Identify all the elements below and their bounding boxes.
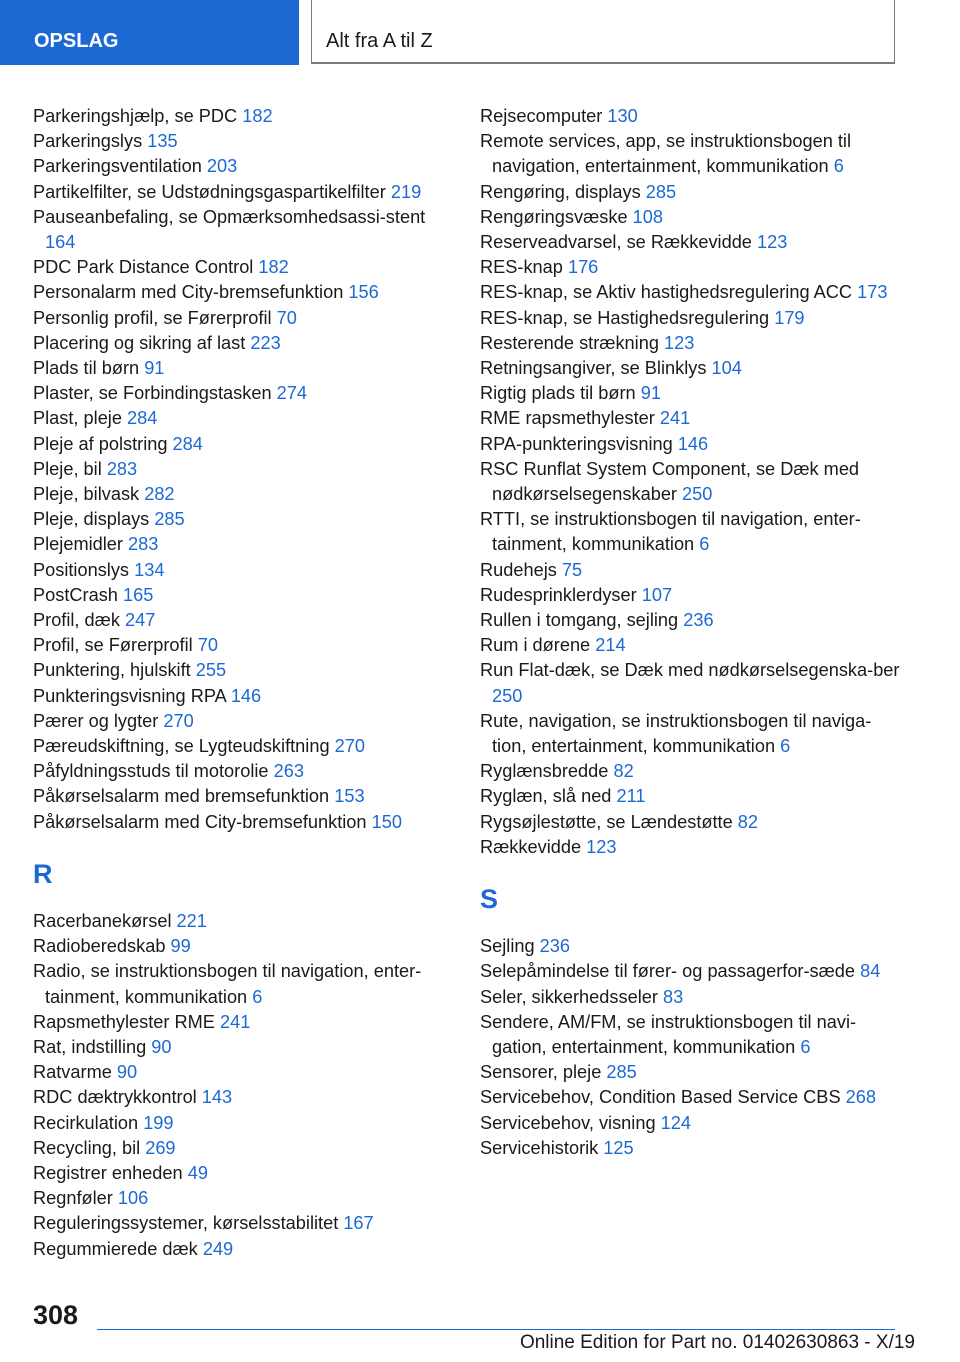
index-term: Reguleringssystemer, kørselsstabilitet: [33, 1213, 344, 1234]
index-term: Run Flat-dæk, se Dæk med nødkørselsegenska‐ber: [480, 660, 900, 681]
index-term: RES-knap, se Aktiv hastighedsregulering ACC: [480, 282, 858, 303]
index-term: RES-knap: [480, 257, 568, 278]
index-term: Sensorer, pleje: [480, 1062, 607, 1083]
index-term: Positionslys: [33, 559, 135, 580]
page-reference-link[interactable]: 90: [151, 1036, 172, 1057]
index-letter-s: S: [480, 884, 499, 915]
page-reference-link[interactable]: 199: [143, 1112, 174, 1133]
index-entry: [33, 154, 453, 179]
page-reference-link[interactable]: 123: [664, 332, 695, 353]
page-reference-link[interactable]: 284: [127, 408, 158, 429]
index-term: Rengøring, displays: [480, 181, 646, 202]
page-reference-link[interactable]: 164: [45, 232, 76, 253]
index-entry: [33, 1111, 453, 1136]
index-term: RPA-punkteringsvisning: [480, 433, 678, 454]
page-reference-link[interactable]: 283: [106, 458, 138, 479]
index-entry: [480, 709, 905, 759]
page-reference-link[interactable]: 165: [122, 584, 154, 605]
page-reference-link[interactable]: 285: [645, 181, 677, 202]
index-term: Pæreudskiftning, se Lygteudskiftning: [33, 736, 335, 757]
page-reference-link[interactable]: 153: [334, 786, 365, 807]
index-term: Rudesprinklerdyser: [480, 584, 642, 605]
index-entry: [480, 835, 905, 860]
index-term: Påfyldningsstuds til motorolie: [33, 761, 274, 782]
page-reference-link[interactable]: 135: [147, 131, 178, 152]
index-column-right: [480, 104, 905, 1161]
page-reference-link[interactable]: 146: [230, 685, 262, 706]
index-entry: [33, 583, 453, 608]
index-entry: [480, 1136, 905, 1161]
page-reference-link[interactable]: 156: [348, 282, 379, 303]
index-entry: [480, 381, 905, 406]
page-reference-link[interactable]: 123: [756, 232, 788, 253]
index-term: Rejsecomputer: [480, 106, 608, 126]
index-term: Rækkevidde: [480, 836, 587, 857]
page-reference-link[interactable]: 223: [250, 332, 281, 353]
index-entry: [480, 230, 905, 255]
page-reference-link[interactable]: 6: [800, 1036, 811, 1057]
index-entry: [480, 255, 905, 280]
page-reference-link[interactable]: 274: [276, 383, 307, 404]
index-term: Placering og sikring af last: [33, 332, 251, 353]
index-list-r-cont: [480, 104, 905, 860]
page-reference-link[interactable]: 91: [640, 383, 661, 404]
index-term: Recycling, bil: [33, 1137, 146, 1158]
page-reference-link[interactable]: 284: [172, 433, 203, 454]
index-term: Seler, sikkerhedsseler: [480, 986, 663, 1007]
index-letter-r: R: [33, 858, 53, 889]
page-reference-link[interactable]: 150: [371, 811, 402, 832]
index-entry: [33, 934, 453, 959]
index-term: Rute, navigation, se instruktionsbogen til naviga‐tion, entertainment, kommunikation: [480, 710, 872, 757]
index-term: Radio, se instruktionsbogen til navigation, enter‐tainment, kommunikation: [33, 961, 422, 1007]
index-entry: [33, 356, 453, 381]
page-reference-link[interactable]: 49: [187, 1162, 208, 1183]
page-reference-link[interactable]: 241: [659, 408, 691, 429]
index-term: Rapsmethylester RME: [33, 1011, 220, 1032]
index-term: Profil, se Førerprofil: [33, 635, 198, 656]
index-term: Selepåmindelse til fører- og passagerfor‐sæde: [480, 961, 861, 982]
index-entry: [33, 1136, 453, 1161]
index-entry: [480, 633, 905, 658]
page-reference-link[interactable]: 82: [737, 811, 758, 832]
index-term: Racerbanekørsel: [33, 910, 177, 931]
index-term: Parkeringslys: [33, 131, 148, 152]
index-entry: [33, 532, 453, 557]
page-reference-link[interactable]: 125: [603, 1137, 634, 1158]
index-entry: [33, 280, 453, 305]
index-entry: [33, 255, 453, 280]
page-header-title: Alt fra A til Z: [311, 0, 895, 64]
page-reference-link[interactable]: 249: [202, 1238, 234, 1259]
page-reference-link[interactable]: 221: [176, 910, 207, 931]
index-term: Punktering, hjulskift: [33, 660, 196, 681]
page-number: 308: [33, 1300, 79, 1330]
index-term: Punkteringsvisning RPA: [33, 685, 231, 706]
page-reference-link[interactable]: 83: [662, 986, 684, 1007]
index-term: RSC Runflat System Component, se Dæk med nødkørselsegenskaber: [480, 458, 860, 505]
page-reference-link[interactable]: 255: [195, 660, 227, 681]
index-term: Plast, pleje: [33, 408, 128, 429]
index-entry: [480, 356, 905, 381]
page-reference-link[interactable]: 99: [170, 936, 191, 957]
index-entry: [480, 205, 905, 230]
index-entry: [480, 432, 905, 457]
page-reference-link[interactable]: 247: [124, 610, 156, 631]
index-entry: [480, 1010, 905, 1060]
index-term: Ratvarme: [33, 1062, 117, 1083]
index-term: RDC dæktrykkontrol: [33, 1087, 202, 1108]
index-term: Servicehistorik: [480, 1137, 604, 1158]
page-reference-link[interactable]: 108: [632, 206, 663, 227]
page-reference-link[interactable]: 211: [616, 786, 646, 807]
index-entry: [33, 1161, 453, 1186]
page-reference-link[interactable]: 203: [206, 156, 238, 177]
page-reference-link[interactable]: 173: [857, 282, 888, 303]
page-reference-link[interactable]: 146: [677, 433, 709, 454]
index-term: Pleje, bil: [33, 458, 107, 479]
index-entry: [33, 558, 453, 583]
index-term: Plads til børn: [33, 358, 145, 379]
index-entry: [480, 280, 905, 305]
page-reference-link[interactable]: 84: [860, 961, 881, 982]
index-entry: [480, 759, 905, 784]
index-term: Påkørselsalarm med City-bremsefunktion: [33, 811, 372, 832]
index-entry: [480, 104, 905, 129]
page-reference-link[interactable]: 269: [145, 1137, 176, 1158]
page-reference-link[interactable]: 236: [539, 936, 571, 957]
page-reference-link[interactable]: 179: [774, 307, 805, 328]
index-term: Radioberedskab: [33, 936, 171, 957]
index-entry: [480, 1060, 905, 1085]
index-entry: [33, 608, 453, 633]
index-term: PostCrash: [33, 584, 123, 605]
page-reference-link[interactable]: 70: [276, 307, 297, 328]
index-entry: [33, 104, 453, 129]
index-entry: [480, 810, 905, 835]
index-term: Retningsangiver, se Blinklys: [480, 358, 712, 379]
index-list-s: [480, 934, 905, 1161]
page-reference-link[interactable]: 219: [390, 181, 422, 202]
page-reference-link[interactable]: 250: [492, 685, 523, 706]
index-term: Plejemidler: [33, 534, 129, 555]
page-reference-link[interactable]: 176: [567, 257, 599, 278]
index-entry: [480, 784, 905, 809]
page-reference-link[interactable]: 130: [607, 106, 638, 126]
footer-edition: Online Edition for Part no. 01402630863 - X/19: [519, 1332, 915, 1353]
index-term: Pærer og lygter: [33, 710, 164, 731]
index-entry: [33, 1085, 453, 1110]
footer-rule: [97, 1329, 895, 1330]
page-reference-link[interactable]: 6: [252, 986, 263, 1007]
index-term: Ryglænsbredde: [480, 761, 614, 782]
index-entry: [33, 784, 453, 809]
index-entry: [33, 129, 453, 154]
index-term: Parkeringshjælp, se PDC: [33, 106, 243, 126]
index-term: Registrer enheden: [33, 1162, 188, 1183]
index-term: RES-knap, se Hastighedsregulering: [480, 307, 775, 328]
page-reference-link[interactable]: 6: [699, 534, 710, 555]
page-reference-link[interactable]: 6: [780, 736, 791, 757]
index-entry: [33, 180, 453, 205]
page-reference-link[interactable]: 285: [154, 509, 185, 530]
index-term: Pleje, displays: [33, 509, 155, 530]
section-tab: OPSLAG: [0, 0, 299, 65]
index-entry: [480, 180, 905, 205]
index-entry: [33, 457, 453, 482]
page-reference-link[interactable]: 104: [711, 358, 742, 379]
page-reference-link[interactable]: 123: [586, 836, 617, 857]
page-reference-link[interactable]: 90: [116, 1062, 138, 1083]
index-entry: [480, 658, 905, 708]
index-term: RTTI, se instruktionsbogen til navigation, enter‐tainment, kommunikation: [480, 509, 861, 555]
index-term: Pauseanbefaling, se Opmærksomhedsassi‐stent: [33, 206, 426, 227]
page-reference-link[interactable]: 263: [273, 761, 304, 782]
index-entry: [480, 985, 905, 1010]
index-entry: [33, 1186, 453, 1211]
index-entry: [33, 734, 453, 759]
page-reference-link[interactable]: 270: [163, 710, 194, 731]
index-term: Rengøringsvæske: [480, 206, 633, 227]
page-reference-link[interactable]: 250: [682, 484, 713, 505]
page-reference-link[interactable]: 70: [197, 635, 218, 656]
index-term: Plaster, se Forbindingstasken: [33, 383, 277, 404]
index-entry: [33, 1237, 453, 1262]
index-entry: [33, 1035, 453, 1060]
page-reference-link[interactable]: 214: [595, 635, 626, 656]
page-reference-link[interactable]: 285: [606, 1062, 637, 1083]
index-entry: [33, 709, 453, 734]
index-term: Regummierede dæk: [33, 1238, 203, 1259]
page-reference-link[interactable]: 106: [117, 1188, 149, 1209]
index-term: Remote services, app, se instruktionsbogen til navigation, entertainment, kommunikation: [480, 131, 852, 177]
index-term: Servicebehov, visning: [480, 1112, 661, 1133]
index-entry: [33, 432, 453, 457]
index-term: Profil, dæk: [33, 610, 125, 631]
index-entry: [480, 306, 905, 331]
index-term: Rygsøjlestøtte, se Lændestøtte: [480, 811, 738, 832]
index-entry: [33, 658, 453, 683]
index-entry: [480, 558, 905, 583]
index-entry: [33, 406, 453, 431]
page-reference-link[interactable]: 167: [343, 1213, 374, 1234]
page-reference-link[interactable]: 107: [641, 584, 673, 605]
index-term: RME rapsmethylester: [480, 408, 660, 429]
index-entry: [480, 331, 905, 356]
page-reference-link[interactable]: 134: [134, 559, 165, 580]
index-entry: [480, 406, 905, 431]
index-entry: [33, 1060, 453, 1085]
index-entry: [480, 1085, 905, 1110]
index-list-r: [33, 909, 453, 1262]
page-reference-link[interactable]: 241: [219, 1011, 251, 1032]
index-entry: [480, 457, 905, 507]
index-entry: [33, 381, 453, 406]
page-reference-link[interactable]: 282: [144, 484, 175, 505]
index-term: Rat, indstilling: [33, 1036, 152, 1057]
index-term: Parkeringsventilation: [33, 156, 207, 177]
index-term: Påkørselsalarm med bremsefunktion: [33, 786, 335, 807]
index-term: Rudehejs: [480, 559, 562, 580]
index-term: Reserveadvarsel, se Rækkevidde: [480, 232, 757, 253]
page-reference-link[interactable]: 268: [845, 1087, 876, 1108]
index-term: Rullen i tomgang, sejling: [480, 610, 684, 631]
page-reference-link[interactable]: 182: [242, 106, 273, 126]
index-term: Rigtig plads til børn: [480, 383, 641, 404]
index-entry: [480, 959, 905, 984]
index-entry: [33, 1211, 453, 1236]
index-column-left: [33, 104, 453, 1262]
index-term: Sendere, AM/FM, se instruktionsbogen til navi‐gation, entertainment, kommunikation: [480, 1011, 857, 1057]
index-term: Servicebehov, Condition Based Service CBS: [480, 1087, 846, 1108]
page-reference-link[interactable]: 236: [683, 610, 714, 631]
index-term: Sejling: [480, 936, 540, 957]
index-entry: [33, 306, 453, 331]
index-entry: [33, 909, 453, 934]
index-entry: [33, 507, 453, 532]
index-entry: [33, 684, 453, 709]
page-reference-link[interactable]: 75: [561, 559, 583, 580]
index-entry: [33, 331, 453, 356]
index-entry: [480, 507, 905, 557]
index-entry: [480, 129, 905, 179]
page-reference-link[interactable]: 6: [833, 156, 844, 177]
index-term: Personlig profil, se Førerprofil: [33, 307, 277, 328]
index-term: Regnføler: [33, 1188, 118, 1209]
index-entry: [33, 482, 453, 507]
index-term: Resterende strækning: [480, 332, 664, 353]
index-term: Recirkulation: [33, 1112, 144, 1133]
page-reference-link[interactable]: 270: [334, 736, 365, 757]
index-term: Ryglæn, slå ned: [480, 786, 617, 807]
index-term: PDC Park Distance Control: [33, 257, 259, 278]
index-entry: [480, 934, 905, 959]
index-entry: [480, 1111, 905, 1136]
index-term: Pleje, bilvask: [33, 484, 145, 505]
page-reference-link[interactable]: 283: [128, 534, 159, 555]
index-entry: [33, 205, 453, 255]
index-entry: [33, 1010, 453, 1035]
index-entry: [33, 759, 453, 784]
page-reference-link[interactable]: 182: [258, 257, 289, 278]
index-entry: [33, 633, 453, 658]
index-term: Partikelfilter, se Udstødningsgaspartikelfilter: [33, 181, 391, 202]
index-entry: [480, 608, 905, 633]
index-entry: [33, 959, 453, 1009]
index-entry: [33, 810, 453, 835]
index-entry: [480, 583, 905, 608]
index-term: Personalarm med City-bremsefunktion: [33, 282, 349, 303]
page-reference-link[interactable]: 124: [660, 1112, 691, 1133]
index-list-p: [33, 104, 453, 835]
page-reference-link[interactable]: 82: [613, 761, 634, 782]
page-reference-link[interactable]: 143: [201, 1087, 233, 1108]
index-term: Pleje af polstring: [33, 433, 173, 454]
index-term: Rum i dørene: [480, 635, 596, 656]
page-reference-link[interactable]: 91: [144, 358, 165, 379]
